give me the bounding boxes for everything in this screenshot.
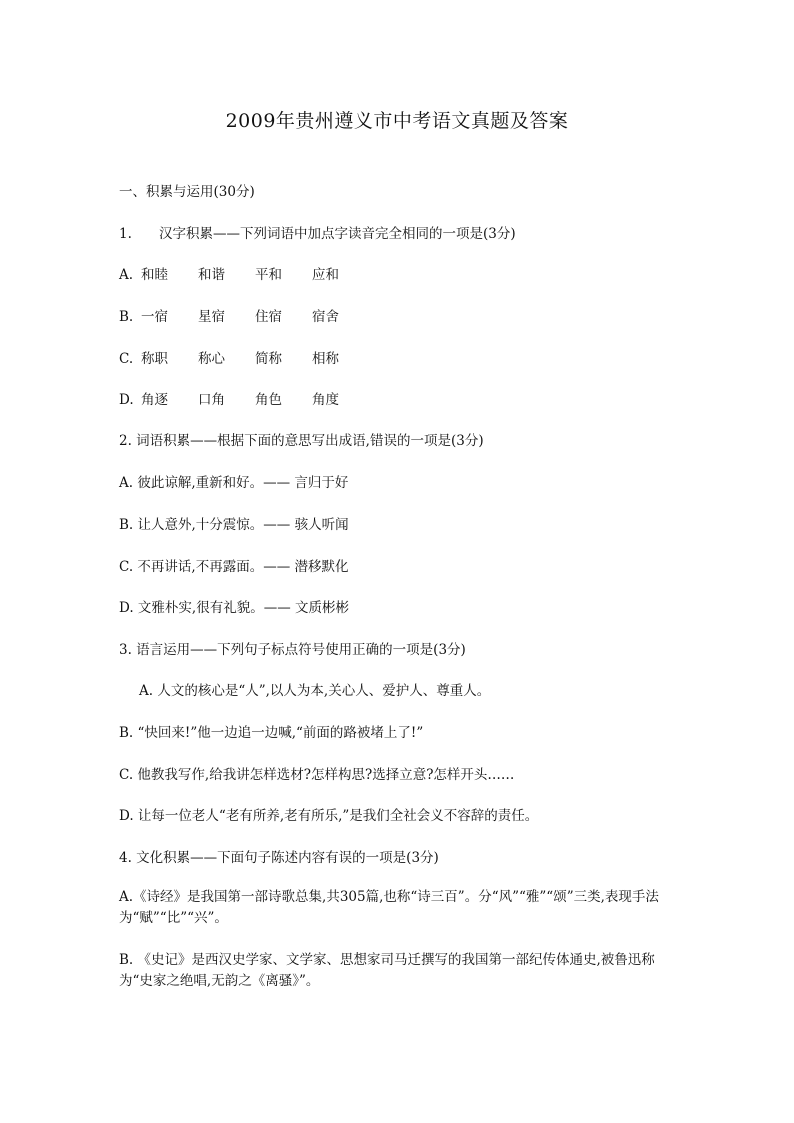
option-word: 角逐 (141, 392, 168, 408)
option-word: 称职 (141, 351, 168, 367)
option-word: 星宿 (198, 309, 225, 325)
q2-option-b: B. 让人意外,十分震惊。—— 骇人听闻 (119, 517, 349, 533)
option-word: 和睦 (141, 267, 168, 283)
q4-stem: 4. 文化积累——下面句子陈述内容有误的一项是(3分) (119, 850, 439, 866)
option-label: C. (119, 351, 134, 367)
option-word: 和谐 (198, 267, 225, 283)
option-word: 称心 (198, 351, 225, 367)
option-word: 宿舍 (312, 309, 339, 325)
q1-number: 1. (119, 226, 132, 242)
q3-option-a: A. 人文的核心是“人”,以人为本,关心人、爱护人、尊重人。 (139, 683, 491, 699)
q2-stem: 2. 词语积累——根据下面的意思写出成语,错误的一项是(3分) (119, 433, 484, 449)
q3-option-b: B. “快回来!”他一边追一边喊,“前面的路被堵上了!” (119, 725, 424, 741)
option-label: D. (119, 392, 134, 408)
option-word: 相称 (312, 351, 339, 367)
q1-stem-text: 汉字积累——下列词语中加点字读音完全相同的一项是(3分) (159, 226, 516, 242)
q3-option-d: D. 让每一位老人“老有所养,老有所乐,”是我们全社会义不容辞的责任。 (119, 808, 539, 824)
q1-option-d (119, 390, 676, 410)
option-label: B. (119, 309, 134, 325)
q2-option-c: C. 不再讲话,不再露面。—— 潜移默化 (119, 559, 349, 575)
q4-option-a: A.《诗经》是我国第一部诗歌总集,共305篇,也称“诗三百”。分“风”“雅”“颂”三类,表现手法为“赋”“比”“兴”。 (119, 889, 659, 926)
option-word: 角度 (312, 392, 339, 408)
option-label: A. (119, 267, 134, 283)
q1-option-a (119, 265, 676, 285)
q2-option-a: A. 彼此谅解,重新和好。—— 言归于好 (119, 475, 349, 491)
q4-option-b: B. 《史记》是西汉史学家、文学家、思想家司马迁撰写的我国第一部纪传体通史,被鲁迅称为“史家之绝唱,无韵之《离骚》”。 (119, 952, 655, 989)
option-word: 简称 (255, 351, 282, 367)
q2-option-d: D. 文雅朴实,很有礼貌。—— 文质彬彬 (119, 600, 350, 616)
option-word: 平和 (255, 267, 282, 283)
section-heading: 一、积累与运用(30分) (119, 184, 255, 200)
q3-option-c: C. 他教我写作,给我讲怎样选材?怎样构思?选择立意?怎样开头…… (119, 767, 515, 783)
q3-stem: 3. 语言运用——下列句子标点符号使用正确的一项是(3分) (119, 642, 466, 658)
q1-option-b (119, 307, 676, 327)
option-word: 口角 (198, 392, 225, 408)
q1-stem (119, 224, 676, 244)
option-word: 角色 (255, 392, 282, 408)
option-word: 一宿 (141, 309, 168, 325)
option-word: 应和 (312, 267, 339, 283)
option-word: 住宿 (255, 309, 282, 325)
q1-option-c (119, 349, 676, 369)
document-title: 2009年贵州遵义市中考语文真题及答案 (225, 110, 569, 132)
